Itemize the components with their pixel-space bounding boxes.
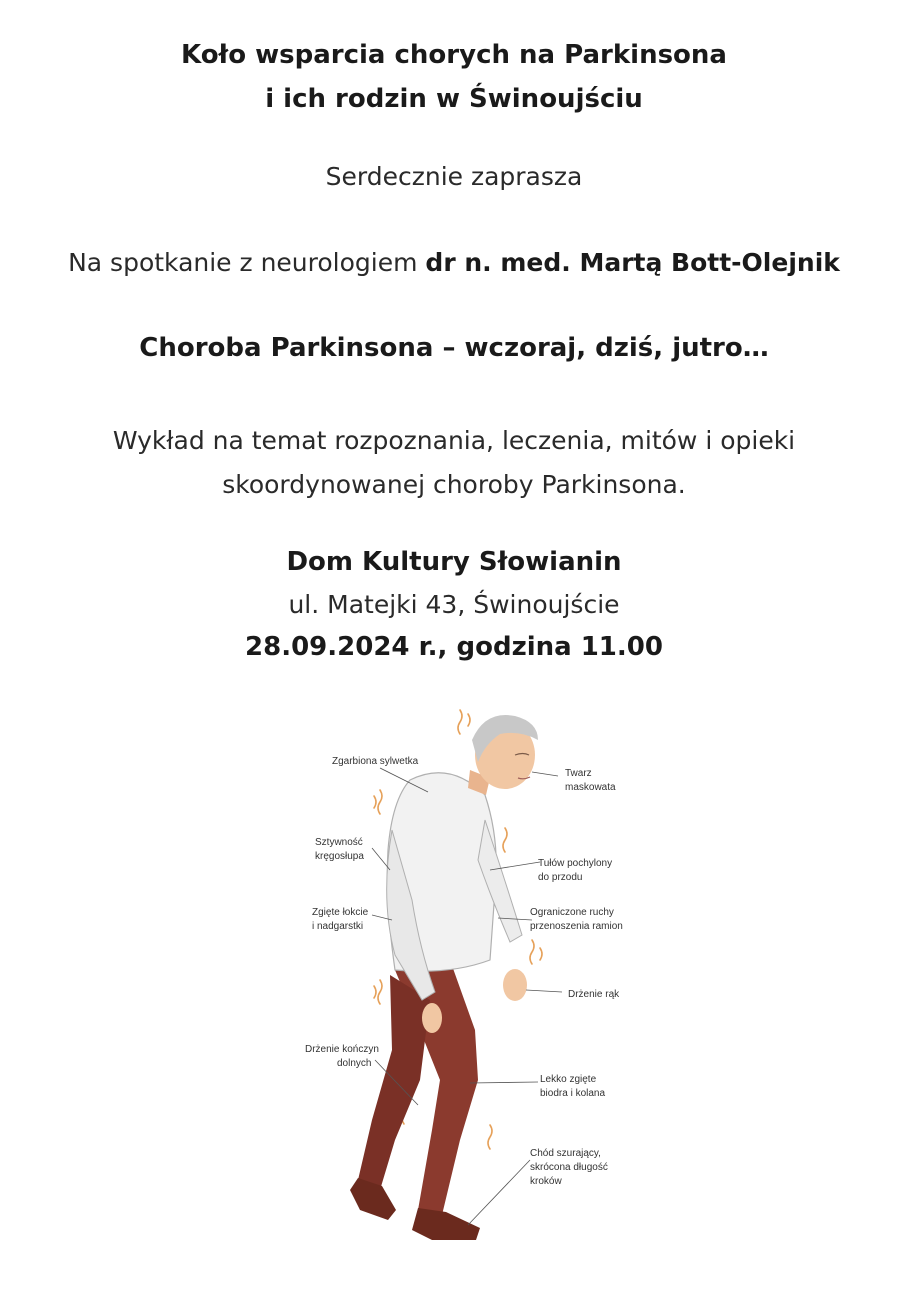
- label-legs-2: dolnych: [337, 1058, 372, 1069]
- label-posture: Zgarbiona sylwetka: [332, 756, 419, 767]
- label-torso-2: do przodu: [538, 872, 583, 883]
- label-hands: Drżenie rąk: [568, 989, 620, 1000]
- doctor-name: dr n. med. Martą Bott-Olejnik: [425, 248, 840, 277]
- title-line-1: Koło wsparcia chorych na Parkinsona: [181, 40, 727, 70]
- lecture-line-2: skoordynowanej choroby Parkinsona.: [222, 470, 686, 499]
- label-legs-1: Drżenie kończyn: [305, 1044, 379, 1055]
- label-elbows-2: i nadgarstki: [312, 921, 364, 932]
- label-face-1: Twarz: [565, 768, 592, 779]
- label-arms-2: przenoszenia ramion: [530, 921, 623, 932]
- meeting-prefix: Na spotkanie z neurologiem: [68, 248, 426, 277]
- label-gait-3: kroków: [530, 1176, 562, 1187]
- lecture-description: [0, 419, 908, 507]
- lecture-line-1: Wykład na temat rozpoznania, leczenia, mitów i opieki: [112, 426, 796, 455]
- label-gait-2: skrócona długość: [530, 1162, 608, 1173]
- meeting-line: [0, 248, 908, 277]
- title-line-2: i ich rodzin w Świnoujściu: [265, 84, 643, 114]
- elderly-man-figure: [350, 715, 538, 1240]
- event-datetime: 28.09.2024 r., godzina 11.00: [245, 632, 663, 662]
- label-knees-1: Lekko zgięte: [540, 1074, 597, 1085]
- parkinson-symptoms-illustration: [300, 700, 630, 1270]
- label-torso-1: Tułów pochylony: [538, 858, 613, 869]
- invitation-text: Serdecznie zaprasza: [325, 162, 583, 191]
- flyer-title: [0, 33, 908, 121]
- label-elbows-1: Zgięte łokcie: [312, 907, 369, 918]
- venue-name: Dom Kultury Słowianin: [286, 547, 622, 577]
- lecture-topic: Choroba Parkinsona – wczoraj, dziś, jutro…: [139, 333, 769, 363]
- label-gait-1: Chód szurający,: [530, 1148, 601, 1159]
- label-knees-2: biodra i kolana: [540, 1088, 606, 1099]
- venue-address: ul. Matejki 43, Świnoujście: [288, 590, 620, 619]
- label-spine-2: kręgosłupa: [315, 851, 364, 862]
- label-face-2: maskowata: [565, 782, 616, 793]
- label-spine-1: Sztywność: [315, 837, 363, 848]
- label-arms-1: Ograniczone ruchy: [530, 907, 614, 918]
